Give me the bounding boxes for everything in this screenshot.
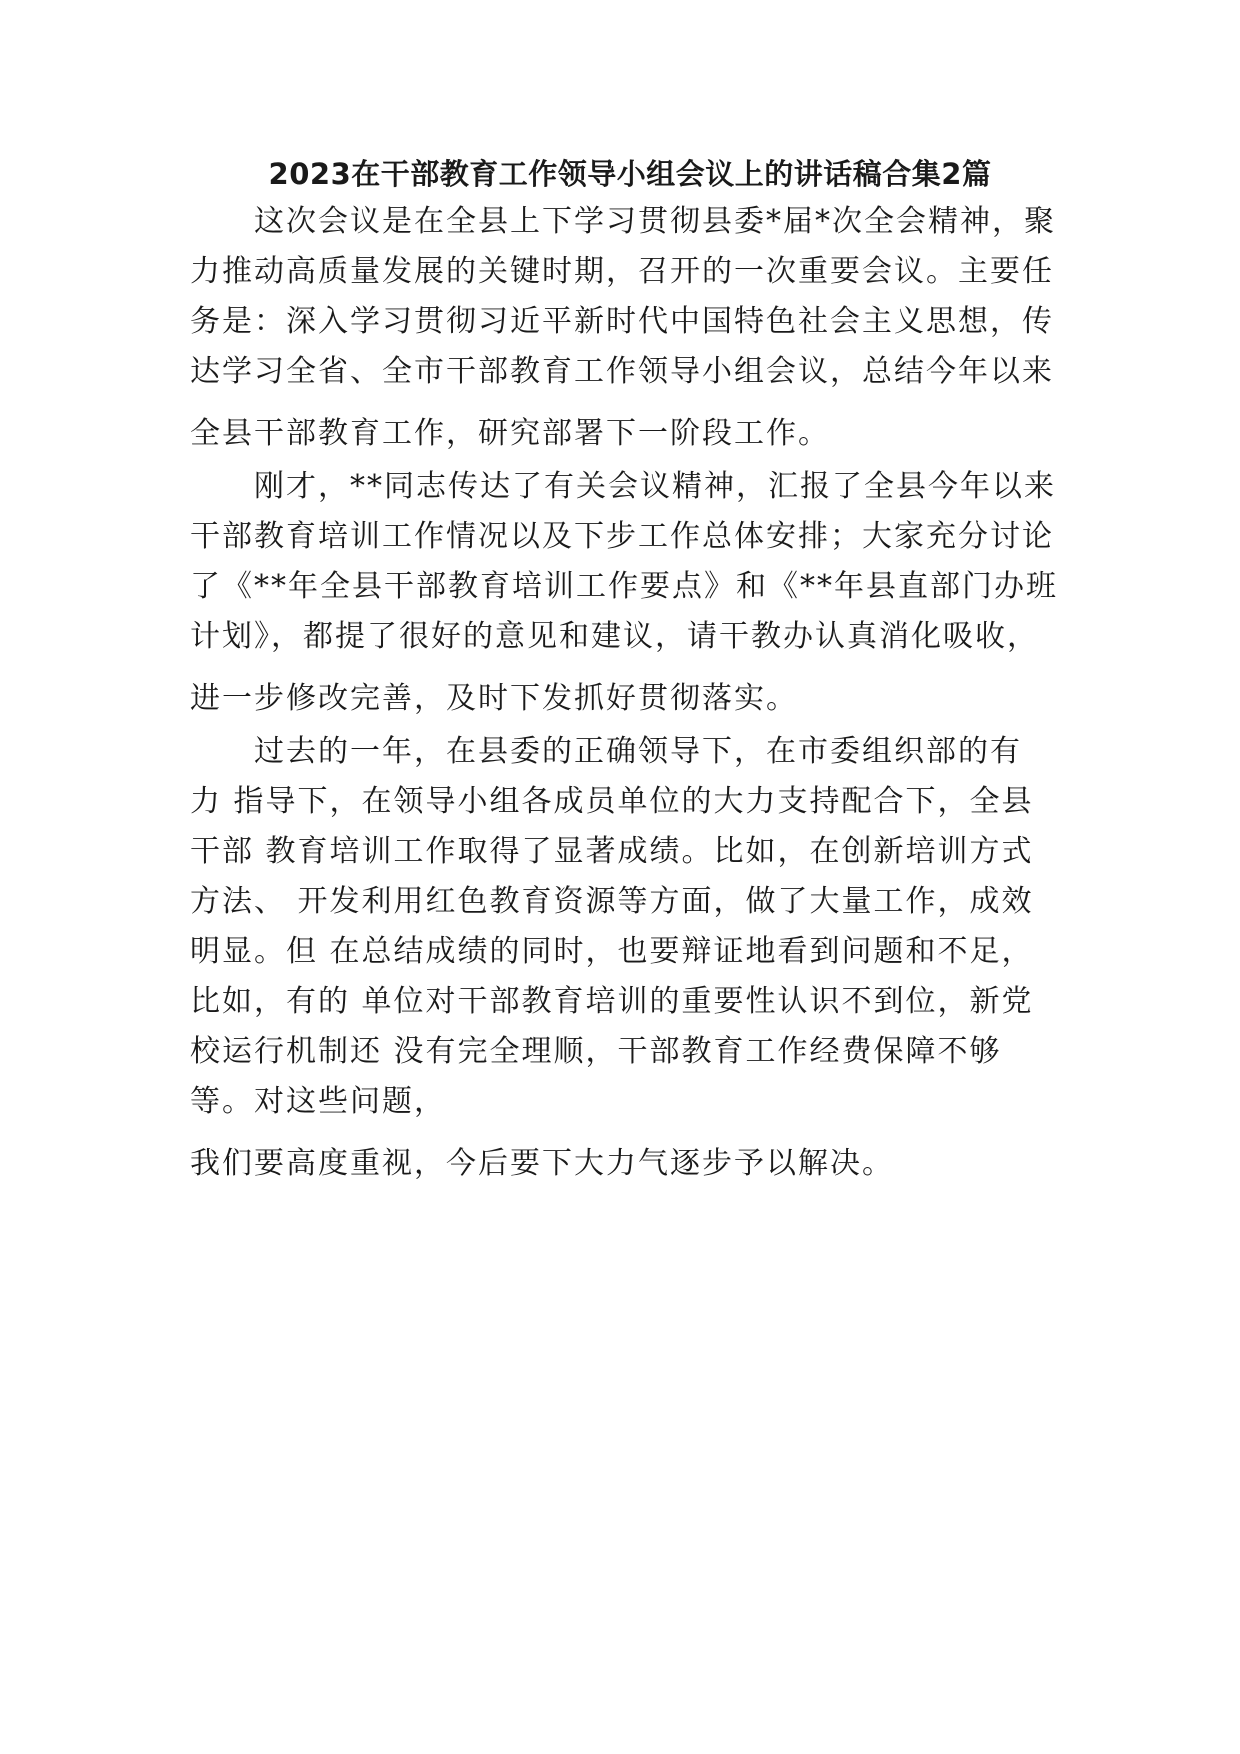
paragraph-1-line-1: 这次会议是在全县上下学习贯彻县委*届*次全会精神，聚 [254, 204, 1056, 239]
paragraph-2-line-4: 计划》，都提了很好的意见和建议，请干教办认真消化吸收， [190, 619, 1039, 654]
paragraph-3-line-5: 明显。但 在总结成绩的同时，也要辩证地看到问题和不足， [190, 934, 1034, 969]
document-title: 2023在干部教育工作领导小组会议上的讲话稿合集2篇 [268, 157, 992, 191]
paragraph-3-line-4: 方法、 开发利用红色教育资源等方面，做了大量工作，成效 [190, 884, 1034, 919]
paragraph-1-line-3: 务是：深入学习贯彻习近平新时代中国特色社会主义思想，传 [190, 304, 1054, 339]
paragraph-3-line-7: 校运行机制还 没有完全理顺，干部教育工作经费保障不够 [190, 1034, 1002, 1069]
paragraph-3-line-8: 等。对这些问题， [190, 1084, 446, 1119]
paragraph-3-line-1: 过去的一年，在县委的正确领导下，在市委组织部的有 [254, 734, 1022, 769]
paragraph-2-line-5: 进一步修改完善，及时下发抓好贯彻落实。 [190, 681, 798, 716]
paragraph-1-line-4: 达学习全省、全市干部教育工作领导小组会议，总结今年以来 [190, 354, 1054, 389]
paragraph-1-line-5: 全县干部教育工作，研究部署下一阶段工作。 [190, 416, 830, 451]
paragraph-1-line-2: 力推动高质量发展的关键时期，召开的一次重要会议。主要任 [190, 254, 1054, 289]
paragraph-3-line-6: 比如，有的 单位对干部教育培训的重要性认识不到位，新党 [190, 984, 1034, 1019]
paragraph-3-line-3: 干部 教育培训工作取得了显著成绩。比如，在创新培训方式 [190, 834, 1034, 869]
paragraph-2-line-1: 刚才，**同志传达了有关会议精神，汇报了全县今年以来 [254, 469, 1056, 504]
paragraph-2-line-3: 了《**年全县干部教育培训工作要点》和《**年县直部门办班 [190, 569, 1058, 604]
paragraph-3-line-2: 力 指导下，在领导小组各成员单位的大力支持配合下，全县 [190, 784, 1034, 819]
paragraph-2-line-2: 干部教育培训工作情况以及下步工作总体安排；大家充分讨论 [190, 519, 1054, 554]
paragraph-3-line-9: 我们要高度重视，今后要下大力气逐步予以解决。 [190, 1146, 894, 1181]
